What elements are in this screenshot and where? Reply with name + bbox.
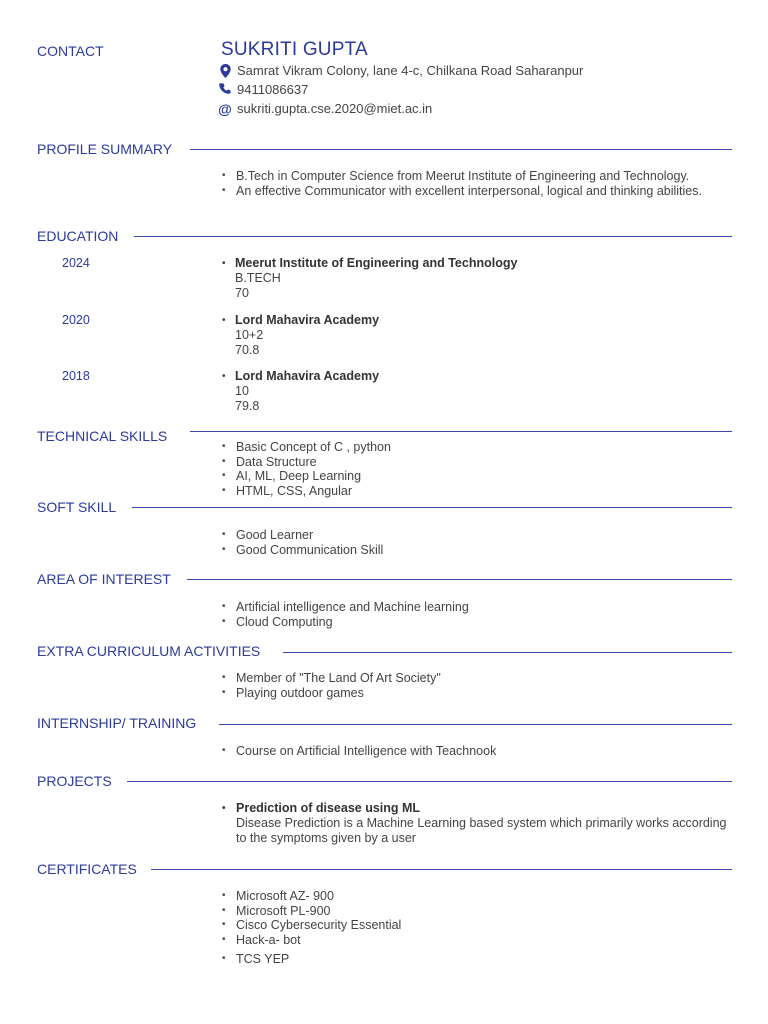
education-year: 2018 — [62, 369, 90, 383]
list-item: • Member of "The Land Of Art Society" — [222, 671, 441, 686]
phone-line — [218, 82, 308, 97]
phone-icon — [218, 83, 232, 97]
projects-heading: PROJECTS — [37, 773, 112, 789]
score: 70.8 — [235, 343, 260, 357]
education-entry — [222, 256, 517, 301]
score: 79.8 — [235, 399, 260, 413]
list-item: • TCS YEP — [222, 952, 401, 967]
list-item: • Playing outdoor games — [222, 686, 441, 701]
phone-text: 9411086637 — [237, 82, 309, 97]
address-line — [218, 63, 583, 78]
education-year: 2024 — [62, 256, 90, 270]
area-of-interest-heading: AREA OF INTEREST — [37, 571, 171, 587]
section-divider — [190, 149, 732, 150]
section-divider — [187, 579, 732, 580]
list-item: • AI, ML, Deep Learning — [222, 469, 391, 484]
list-item: • B.Tech in Computer Science from Meerut Institute of Engineering and Technology. — [222, 169, 732, 184]
list-item: • Good Communication Skill — [222, 543, 383, 558]
internship-list — [222, 744, 496, 759]
extra-curriculum-list — [222, 671, 441, 700]
section-divider — [151, 869, 732, 870]
section-divider — [132, 507, 732, 508]
institution-name: • Lord Mahavira Academy — [235, 369, 379, 384]
certificates-heading: CERTIFICATES — [37, 861, 137, 877]
list-item: • Course on Artificial Intelligence with Teachnook — [222, 744, 496, 759]
degree: 10 — [235, 384, 249, 398]
list-item: • Cloud Computing — [222, 615, 469, 630]
project-title: • Prediction of disease using ML — [236, 801, 736, 816]
education-year: 2020 — [62, 313, 90, 327]
list-item: • Cisco Cybersecurity Essential — [222, 918, 401, 933]
list-item: • Basic Concept of C , python — [222, 440, 391, 455]
area-of-interest-list — [222, 600, 469, 629]
candidate-name: SUKRITI GUPTA — [221, 39, 368, 60]
certificates-list — [222, 889, 401, 967]
internship-heading: INTERNSHIP/ TRAINING — [37, 715, 197, 731]
list-item: • Hack-a- bot — [222, 933, 401, 948]
list-item: • Microsoft AZ- 900 — [222, 889, 401, 904]
email-line — [218, 101, 432, 116]
section-divider — [283, 652, 732, 653]
education-entry — [222, 369, 379, 414]
section-divider — [134, 236, 732, 237]
profile-summary-list — [222, 169, 732, 198]
location-pin-icon — [218, 64, 232, 78]
email-text: sukriti.gupta.cse.2020@miet.ac.in — [237, 101, 433, 116]
education-heading: EDUCATION — [37, 228, 119, 244]
section-divider — [127, 781, 732, 782]
profile-summary-heading: PROFILE SUMMARY — [37, 141, 173, 157]
address-text: Samrat Vikram Colony, lane 4-c, Chilkana Road Saharanpur — [237, 63, 584, 78]
list-item: • Data Structure — [222, 455, 391, 470]
extra-curriculum-heading: EXTRA CURRICULUM ACTIVITIES — [37, 643, 261, 659]
list-item: • Artificial intelligence and Machine learning — [222, 600, 469, 615]
at-sign-icon: @ — [218, 100, 232, 117]
technical-skills-list — [222, 440, 391, 498]
project-entry — [222, 801, 736, 846]
project-description: Disease Prediction is a Machine Learning based system which primarily works according to the symptoms given by a user — [236, 816, 727, 845]
section-divider — [219, 724, 732, 725]
list-item: • An effective Communicator with excellent interpersonal, logical and thinking abilities. — [222, 184, 732, 199]
section-divider — [190, 431, 732, 432]
contact-heading: CONTACT — [37, 43, 104, 59]
list-item: • Good Learner — [222, 528, 383, 543]
soft-skill-list — [222, 528, 383, 557]
list-item: • HTML, CSS, Angular — [222, 484, 391, 499]
institution-name: • Lord Mahavira Academy — [235, 313, 379, 328]
degree: B.TECH — [235, 271, 281, 285]
degree: 10+2 — [235, 328, 264, 342]
score: 70 — [235, 286, 249, 300]
education-entry — [222, 313, 379, 358]
institution-name: • Meerut Institute of Engineering and Technology — [235, 256, 517, 271]
soft-skill-heading: SOFT SKILL — [37, 499, 117, 515]
technical-skills-heading: TECHNICAL SKILLS — [37, 428, 168, 444]
list-item: • Microsoft PL-900 — [222, 904, 401, 919]
